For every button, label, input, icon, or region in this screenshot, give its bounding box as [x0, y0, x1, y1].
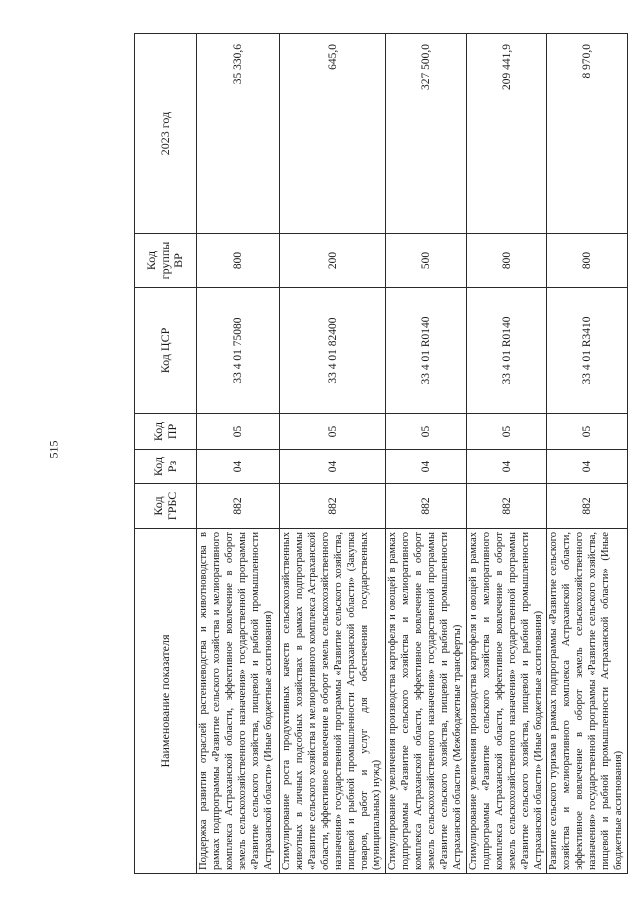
row-csr: 33 4 01 R0140 [466, 288, 547, 414]
row-pr: 05 [466, 414, 547, 450]
table-row [280, 34, 386, 874]
table-header-row [135, 34, 197, 874]
row-rz: 04 [386, 450, 467, 484]
row-name: Поддержка развития отраслей растениеводства и животноводства в рамках подпрограммы «Развитие сельского хозяйства и мелиоративного комплекса Астраханской области, эффективное вовлечение в оборот земель сельскохозяйственного назначения» государственной программы «Развитие сельского хозяйства, пищевой и рыбной промышленности Астраханской области» (Иные бюджетные ассигнования) [197, 529, 280, 874]
row-pr: 05 [386, 414, 467, 450]
row-vr: 800 [547, 234, 628, 288]
header-year: 2023 год [135, 34, 197, 234]
header-vr: Код группы ВР [135, 234, 197, 288]
row-rz: 04 [197, 450, 280, 484]
row-year-value: 209 441,9 [466, 34, 547, 234]
table-row [386, 34, 467, 874]
row-pr: 05 [280, 414, 386, 450]
header-grbs: Код ГРБС [135, 484, 197, 529]
row-grbs: 882 [386, 484, 467, 529]
row-pr: 05 [547, 414, 628, 450]
row-vr: 200 [280, 234, 386, 288]
row-csr: 33 4 01 82400 [280, 288, 386, 414]
page-number: 515 [46, 440, 61, 459]
row-grbs: 882 [197, 484, 280, 529]
header-name: Наименование показателя [135, 529, 197, 874]
header-csr: Код ЦСР [135, 288, 197, 414]
row-year-value: 645,0 [280, 34, 386, 234]
table-row [466, 34, 547, 874]
row-csr: 33 4 01 75080 [197, 288, 280, 414]
row-pr: 05 [197, 414, 280, 450]
rotated-table-container [134, 34, 625, 874]
row-grbs: 882 [547, 484, 628, 529]
table-row [197, 34, 280, 874]
budget-table [134, 33, 628, 874]
row-csr: 33 4 01 R3410 [547, 288, 628, 414]
row-grbs: 882 [280, 484, 386, 529]
row-vr: 800 [197, 234, 280, 288]
row-grbs: 882 [466, 484, 547, 529]
row-rz: 04 [547, 450, 628, 484]
row-name: Стимулирование роста продуктивных качеств сельскохозяйственных животных в личных подсобных хозяйствах в рамках подпрограммы «Развитие сельского хозяйства и мелиоративного комплекса Астраханской области, эффективное вовлечение в оборот земель сельскохозяйственного назначения» государственной программы «Развитие сельского хозяйства, пищевой и рыбной промышленности Астраханской области» (Закупка товаров, работ и услуг для обеспечения государственных (муниципальных) нужд) [280, 529, 386, 874]
row-csr: 33 4 01 R0140 [386, 288, 467, 414]
row-rz: 04 [466, 450, 547, 484]
row-rz: 04 [280, 450, 386, 484]
header-rz: Код Рз [135, 450, 197, 484]
row-name: Стимулирование увеличения производства картофеля и овощей в рамках подпрограммы «Развитие сельского хозяйства и мелиоративного комплекса Астраханской области, эффективное вовлечение в оборот земель сельскохозяйственного назначения» государственной программы «Развитие сельского хозяйства, пищевой и рыбной промышленности Астраханской области» (Межбюджетные трансферты) [386, 529, 467, 874]
header-pr: Код ПР [135, 414, 197, 450]
table-row [547, 34, 628, 874]
row-year-value: 35 330,6 [197, 34, 280, 234]
row-name: Развитие сельского туризма в рамках подпрограммы «Развитие сельского хозяйства и мелиоративного комплекса Астраханской области, эффективное вовлечение в оборот земель сельскохозяйственного назначения» государственной программы «Развитие сельского хозяйства, пищевой и рыбной промышленности Астраханской области» (Иные бюджетные ассигнования) [547, 529, 628, 874]
row-vr: 800 [466, 234, 547, 288]
row-year-value: 327 500,0 [386, 34, 467, 234]
row-vr: 500 [386, 234, 467, 288]
row-year-value: 8 970,0 [547, 34, 628, 234]
row-name: Стимулирование увеличения производства картофеля и овощей в рамках подпрограммы «Развитие сельского хозяйства и мелиоративного комплекса Астраханской области, эффективное вовлечение в оборот земель сельскохозяйственного назначения» государственной программы «Развитие сельского хозяйства, пищевой и рыбной промышленности Астраханской области» (Иные бюджетные ассигнования) [466, 529, 547, 874]
